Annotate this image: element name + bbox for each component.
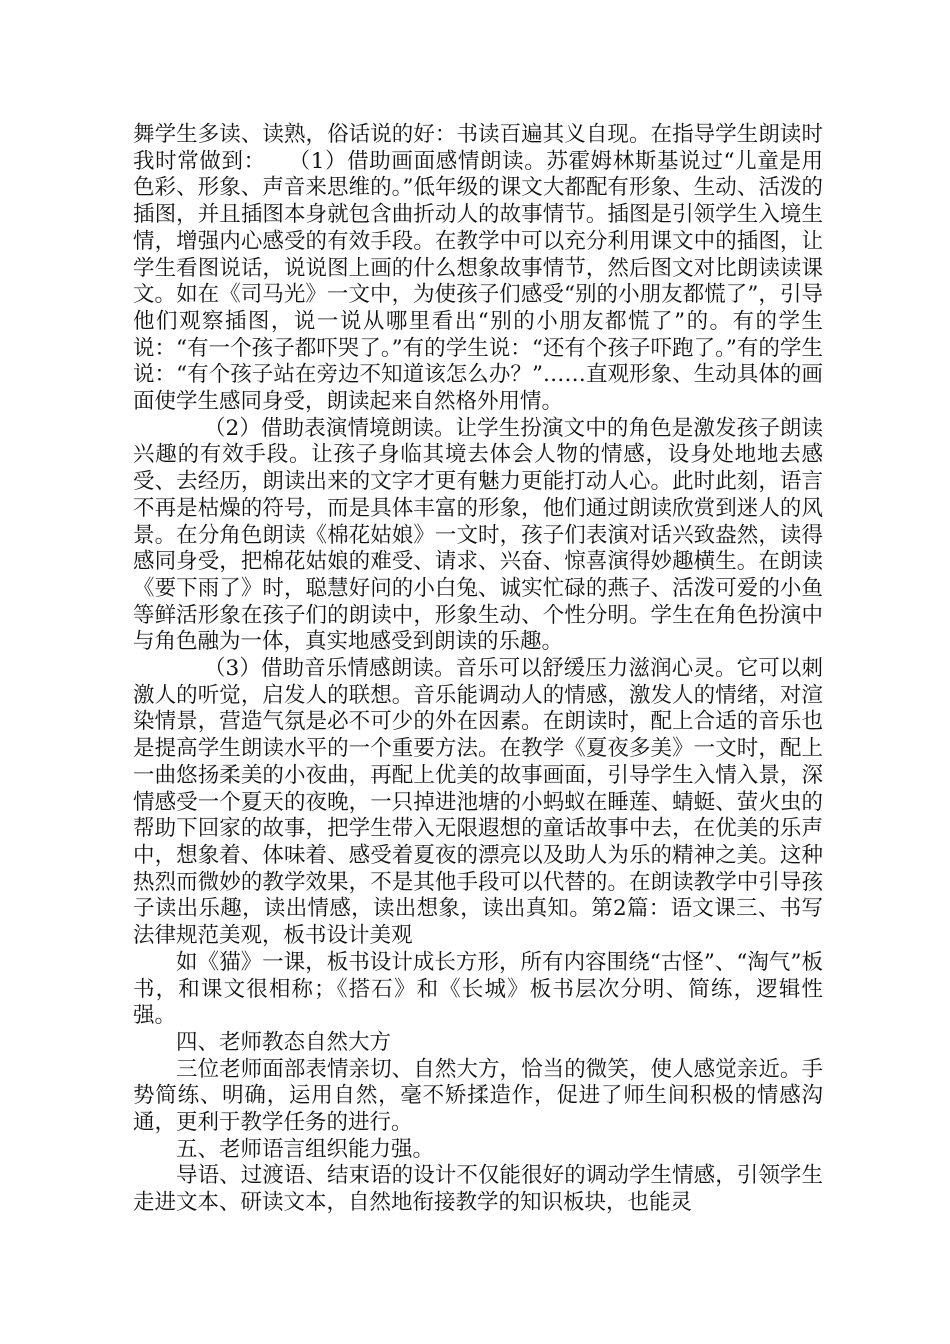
paragraph-teacher-manner: 三位老师面部表情亲切、自然大方，恰当的微笑，使人感觉亲近。手势简练、明确，运用自然，毫不矫揉造作，促进了师生间积极的情感沟通，更利于教学任务的进行。 bbox=[133, 1056, 823, 1136]
paragraph-teacher-language: 导语、过渡语、结束语的设计不仅能很好的调动学生情感，引领学生走进文本、研读文本，自然地衔接教学的知识板块，也能灵 bbox=[133, 1163, 823, 1216]
section-heading-teacher-language: 五、老师语言组织能力强。 bbox=[176, 1136, 435, 1162]
document-body bbox=[133, 122, 823, 1217]
paragraph-music-reading: （3）借助音乐情感朗读。音乐可以舒缓压力滋润心灵。它可以刺激人的听觉，启发人的联想。音乐能调动人的情感，激发人的情绪，对渲染情景，营造气氛是必不可少的外在因素。在朗读时，配上合适的音乐也是提高学生朗读水平的一个重要方法。在教学《夏夜多美》一文时，配上一曲悠扬柔美的小夜曲，再配上优美的故事画面，引导学生入情入景，深情感受一个夏天的夜晚，一只掉进池塘的小蚂蚁在睡莲、蜻蜓、萤火虫的帮助下回家的故事，把学生带入无限遐想的童话故事中去，在优美的乐声中，想象着、体味着、感受着夏夜的漂亮以及助人为乐的精神之美。这种热烈而微妙的教学效果，不是其他手段可以代替的。在朗读教学中引导孩子读出乐趣，读出情感，读出想象，读出真知。第2篇：语文课三、书写法律规范美观，板书设计美观 bbox=[133, 656, 823, 949]
paragraph-reading-guidance: 舞学生多读、读熟，俗话说的好：书读百遍其义自现。在指导学生朗读时我时常做到： （1）借助画面感情朗读。苏霍姆林斯基说过“儿童是用色彩、形象、声音来思维的。”低年级的课文大都配有形象、生动、活泼的插图，并且插图本身就包含曲折动人的故事情节。插图是引领学生入境生情，增强内心感受的有效手段。在教学中可以充分利用课文中的插图，让学生看图说话，说说图上画的什么想象故事情节，然后图文对比朗读读课文。如在《司马光》一文中，为使孩子们感受“别的小朋友都慌了”，引导他们观察插图，说一说从哪里看出“别的小朋友都慌了”的。有的学生说：“有一个孩子都吓哭了。”有的学生说：“还有个孩子吓跑了。”有的学生说：“有个孩子站在旁边不知道该怎么办？”……直观形象、生动具体的画面使学生感同身受，朗读起来自然格外用情。 bbox=[133, 122, 823, 415]
paragraph-blackboard-design: 如《猫》一课，板书设计成长方形，所有内容围绕“古怪”、“淘气”板书，和课文很相称；《搭石》和《长城》板书层次分明、简练，逻辑性强。 bbox=[133, 949, 823, 1029]
section-heading-teacher-manner: 四、老师教态自然大方 bbox=[176, 1029, 392, 1055]
paragraph-performance-reading: （2）借助表演情境朗读。让学生扮演文中的角色是激发孩子朗读兴趣的有效手段。让孩子身临其境去体会人物的情感，设身处地地去感受、去经历，朗读出来的文字才更有魅力更能打动人心。此时此刻，语言不再是枯燥的符号，而是具体丰富的形象，他们通过朗读欣赏到迷人的风景。在分角色朗读《棉花姑娘》一文时，孩子们表演对话兴致盎然，读得感同身受，把棉花姑娘的难受、请求、兴奋、惊喜演得妙趣横生。在朗读《要下雨了》时，聪慧好问的小白兔、诚实忙碌的燕子、活泼可爱的小鱼等鲜活形象在孩子们的朗读中，形象生动、个性分明。学生在角色扮演中与角色融为一体，真实地感受到朗读的乐趣。 bbox=[133, 415, 823, 655]
